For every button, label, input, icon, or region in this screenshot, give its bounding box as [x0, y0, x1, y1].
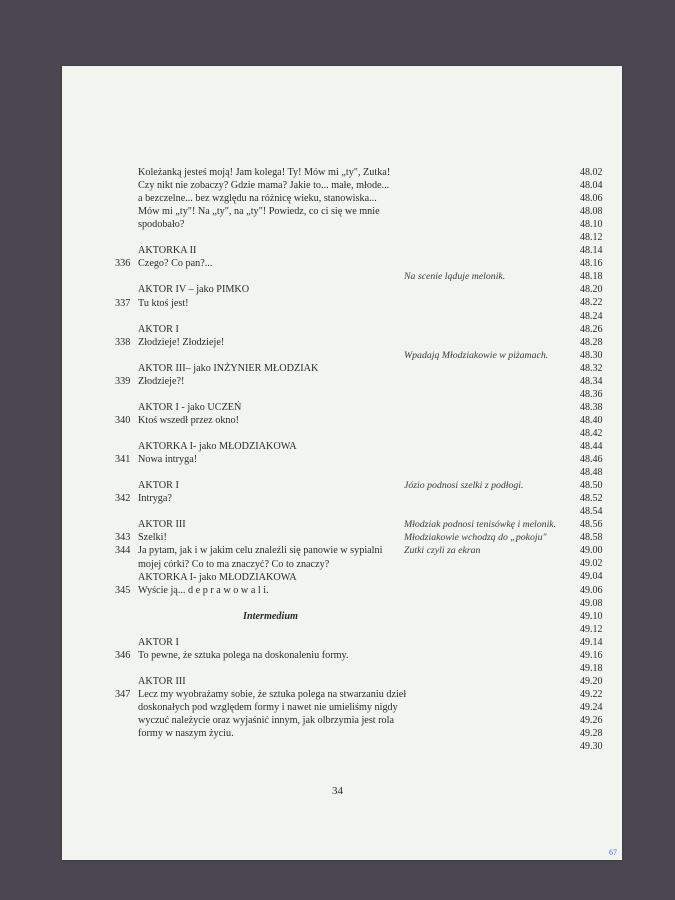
- line-number: 338: [115, 336, 131, 348]
- line-number: 342: [115, 493, 131, 505]
- script-line: [0, 675, 675, 688]
- script-line: [0, 375, 675, 388]
- timecode: 48.06: [580, 193, 603, 205]
- dialogue-text: Mów mi „ty"! Na „ty", na „ty"! Powiedz, co ci się we mnie: [138, 206, 380, 218]
- dialogue-text: Czy nikt nie zobaczy? Gdzie mama? Jakie to... małe, młode...: [138, 180, 390, 192]
- dialogue-text: doskonałych pod względem formy i nawet nie umieliśmy nigdy: [138, 702, 398, 714]
- dialogue-text: spodobało?: [138, 219, 185, 231]
- timecode: 49.06: [580, 584, 603, 596]
- line-number: 341: [115, 454, 131, 466]
- stage-direction: Wpadają Młodziakowie w piżamach.: [404, 349, 549, 361]
- script-line: [0, 701, 675, 714]
- timecode: 49.08: [580, 597, 603, 609]
- timecode: 48.42: [580, 427, 603, 439]
- timecode: 49.12: [580, 623, 603, 635]
- timecode: 48.18: [580, 271, 603, 283]
- dialogue-text: AKTOR I - jako UCZEŃ: [138, 401, 242, 413]
- timecode: 48.34: [580, 375, 603, 387]
- timecode: 49.02: [580, 558, 603, 570]
- dialogue-text: AKTORKA I- jako MŁODZIAKOWA: [138, 441, 297, 453]
- page-number: 34: [332, 785, 343, 797]
- stage-direction: Młodziakowie wchodzą do „pokoju": [404, 532, 547, 544]
- timecode: 48.44: [580, 440, 603, 452]
- timecode: 49.26: [580, 714, 603, 726]
- dialogue-text: Ja pytam, jak i w jakim celu znaleźli się panowie w sypialni: [138, 545, 383, 557]
- dialogue-text: Złodzieje! Złodzieje!: [138, 336, 225, 348]
- script-line: [0, 466, 675, 479]
- dialogue-text: Lecz my wyobrażamy sobie, że sztuka polega na stwarzaniu dzieł: [138, 689, 407, 700]
- handwritten-corner-mark: 67: [609, 848, 617, 857]
- stage-direction: Zutki czyli za ekran: [404, 545, 481, 557]
- timecode: 49.22: [580, 688, 603, 700]
- timecode: 48.10: [580, 219, 603, 231]
- timecode: 49.16: [580, 649, 603, 661]
- timecode: 48.46: [580, 454, 603, 466]
- script-line: [0, 492, 675, 505]
- section-heading: Intermedium: [243, 610, 298, 622]
- script-line: [0, 518, 675, 531]
- script-line: [0, 388, 675, 401]
- dialogue-text: AKTORKA II: [138, 245, 197, 257]
- timecode: 48.14: [580, 245, 603, 257]
- line-number: 344: [115, 545, 131, 557]
- timecode: 49.04: [580, 571, 603, 583]
- timecode: 49.30: [580, 741, 603, 753]
- line-number: 340: [115, 414, 131, 426]
- timecode: 48.22: [580, 297, 603, 309]
- timecode: 49.18: [580, 662, 603, 674]
- dialogue-text: AKTOR III: [138, 519, 186, 531]
- line-number: 339: [115, 375, 131, 387]
- timecode: 49.20: [580, 675, 603, 687]
- timecode: 49.28: [580, 728, 603, 740]
- script-line: [0, 558, 675, 571]
- script-line: [0, 257, 675, 270]
- script-line: [0, 714, 675, 727]
- script-line: [0, 571, 675, 584]
- dialogue-text: AKTOR IV – jako PIMKO: [138, 284, 250, 296]
- timecode: 48.20: [580, 284, 603, 296]
- timecode: 48.24: [580, 310, 603, 322]
- dialogue-text: Czego? Co pan?...: [138, 258, 213, 270]
- timecode: 49.10: [580, 610, 603, 622]
- script-line: [0, 362, 675, 375]
- script-line: [0, 297, 675, 310]
- script-line: [0, 610, 675, 623]
- script-line: [0, 440, 675, 453]
- script-line: [0, 544, 675, 557]
- line-number: 346: [115, 649, 131, 661]
- script-line: [0, 453, 675, 466]
- timecode: 48.40: [580, 414, 603, 426]
- line-number: 343: [115, 532, 131, 544]
- dialogue-text: mojej córki? Co to ma znaczyć? Co to znaczy?: [138, 558, 330, 570]
- dialogue-text: wyczuć należycie oraz wyjaśnić innym, jak olbrzymia jest rola: [138, 715, 395, 727]
- line-number: 347: [115, 689, 131, 700]
- timecode-column: [580, 166, 604, 753]
- script-line: [0, 531, 675, 544]
- timecode: 49.00: [580, 545, 603, 557]
- dialogue-text: AKTOR I: [138, 480, 179, 492]
- script-line: [0, 179, 675, 192]
- dialogue-text: Złodzieje?!: [138, 375, 185, 387]
- script-line: [0, 584, 675, 597]
- script-line: [0, 244, 675, 257]
- dialogue-text: AKTOR I: [138, 636, 179, 648]
- script-line: [0, 205, 675, 218]
- timecode: 48.32: [580, 362, 603, 374]
- script-line: [0, 427, 675, 440]
- script-line: [0, 688, 675, 701]
- stage-direction: Młodziak podnosi tenisówkę i melonik.: [404, 519, 557, 531]
- dialogue-text: To pewne, że sztuka polega na doskonaleniu formy.: [138, 649, 349, 661]
- line-number: 337: [115, 297, 131, 309]
- timecode: 48.12: [580, 232, 603, 244]
- dialogue-text: Tu ktoś jest!: [138, 297, 189, 309]
- timecode: 48.38: [580, 401, 603, 413]
- timecode: 48.16: [580, 258, 603, 270]
- dialogue-text: Koleżanką jesteś moją! Jam kolega! Ty! Mów mi „ty", Zutka!: [138, 167, 391, 178]
- timecode: 48.50: [580, 480, 603, 492]
- script-line: [0, 323, 675, 336]
- script-line: [0, 727, 675, 740]
- script-line: [0, 636, 675, 649]
- timecode: 48.58: [580, 532, 603, 544]
- timecode: 48.56: [580, 519, 603, 531]
- script-line: [0, 649, 675, 662]
- timecode: 48.36: [580, 388, 603, 400]
- timecode: 48.08: [580, 206, 603, 218]
- script-line: [0, 479, 675, 492]
- script-line: [0, 505, 675, 518]
- script-line: [0, 414, 675, 427]
- dialogue-text: AKTOR I: [138, 323, 179, 335]
- dialogue-text: Wyście ją... d e p r a w o w a l i.: [138, 584, 269, 596]
- dialogue-text: AKTORKA I- jako MŁODZIAKOWA: [138, 571, 297, 583]
- script-line: [0, 662, 675, 675]
- timecode: 48.28: [580, 336, 603, 348]
- script-line: [0, 349, 675, 362]
- dialogue-text: Szelki!: [138, 532, 167, 544]
- timecode: 48.54: [580, 506, 603, 518]
- timecode: 48.52: [580, 493, 603, 505]
- timecode: 48.04: [580, 180, 603, 192]
- script-line: [0, 218, 675, 231]
- script-line: [0, 336, 675, 349]
- script-line: [0, 401, 675, 414]
- script-line: [0, 192, 675, 205]
- timecode: 48.30: [580, 349, 603, 361]
- timecode: 48.26: [580, 323, 603, 335]
- script-line: [0, 310, 675, 323]
- stage-direction: Na scenie ląduje melonik.: [404, 271, 506, 283]
- dialogue-text: a bezczelne... bez względu na różnicę wieku, stanowiska...: [138, 193, 377, 205]
- script-line: [0, 283, 675, 296]
- timecode: 48.02: [580, 167, 603, 178]
- dialogue-text: formy w naszym życiu.: [138, 728, 234, 740]
- dialogue-text: AKTOR III– jako INŻYNIER MŁODZIAK: [138, 362, 319, 374]
- script-line: [0, 231, 675, 244]
- script-line: [0, 623, 675, 636]
- line-number: 336: [115, 258, 131, 270]
- stage-direction: Józio podnosi szelki z podłogi.: [404, 480, 524, 492]
- dialogue-text: Intryga?: [138, 493, 172, 505]
- line-number: 345: [115, 584, 131, 596]
- dialogue-text: AKTOR III: [138, 675, 186, 687]
- timecode: 49.24: [580, 701, 603, 713]
- script-line: [0, 597, 675, 610]
- dialogue-text: Nowa intryga!: [138, 454, 198, 466]
- timecode: 48.48: [580, 467, 603, 479]
- dialogue-text: Ktoś wszedł przez okno!: [138, 414, 239, 426]
- script-line: [0, 270, 675, 283]
- script-line: [0, 166, 675, 179]
- timecode: 49.14: [580, 636, 603, 648]
